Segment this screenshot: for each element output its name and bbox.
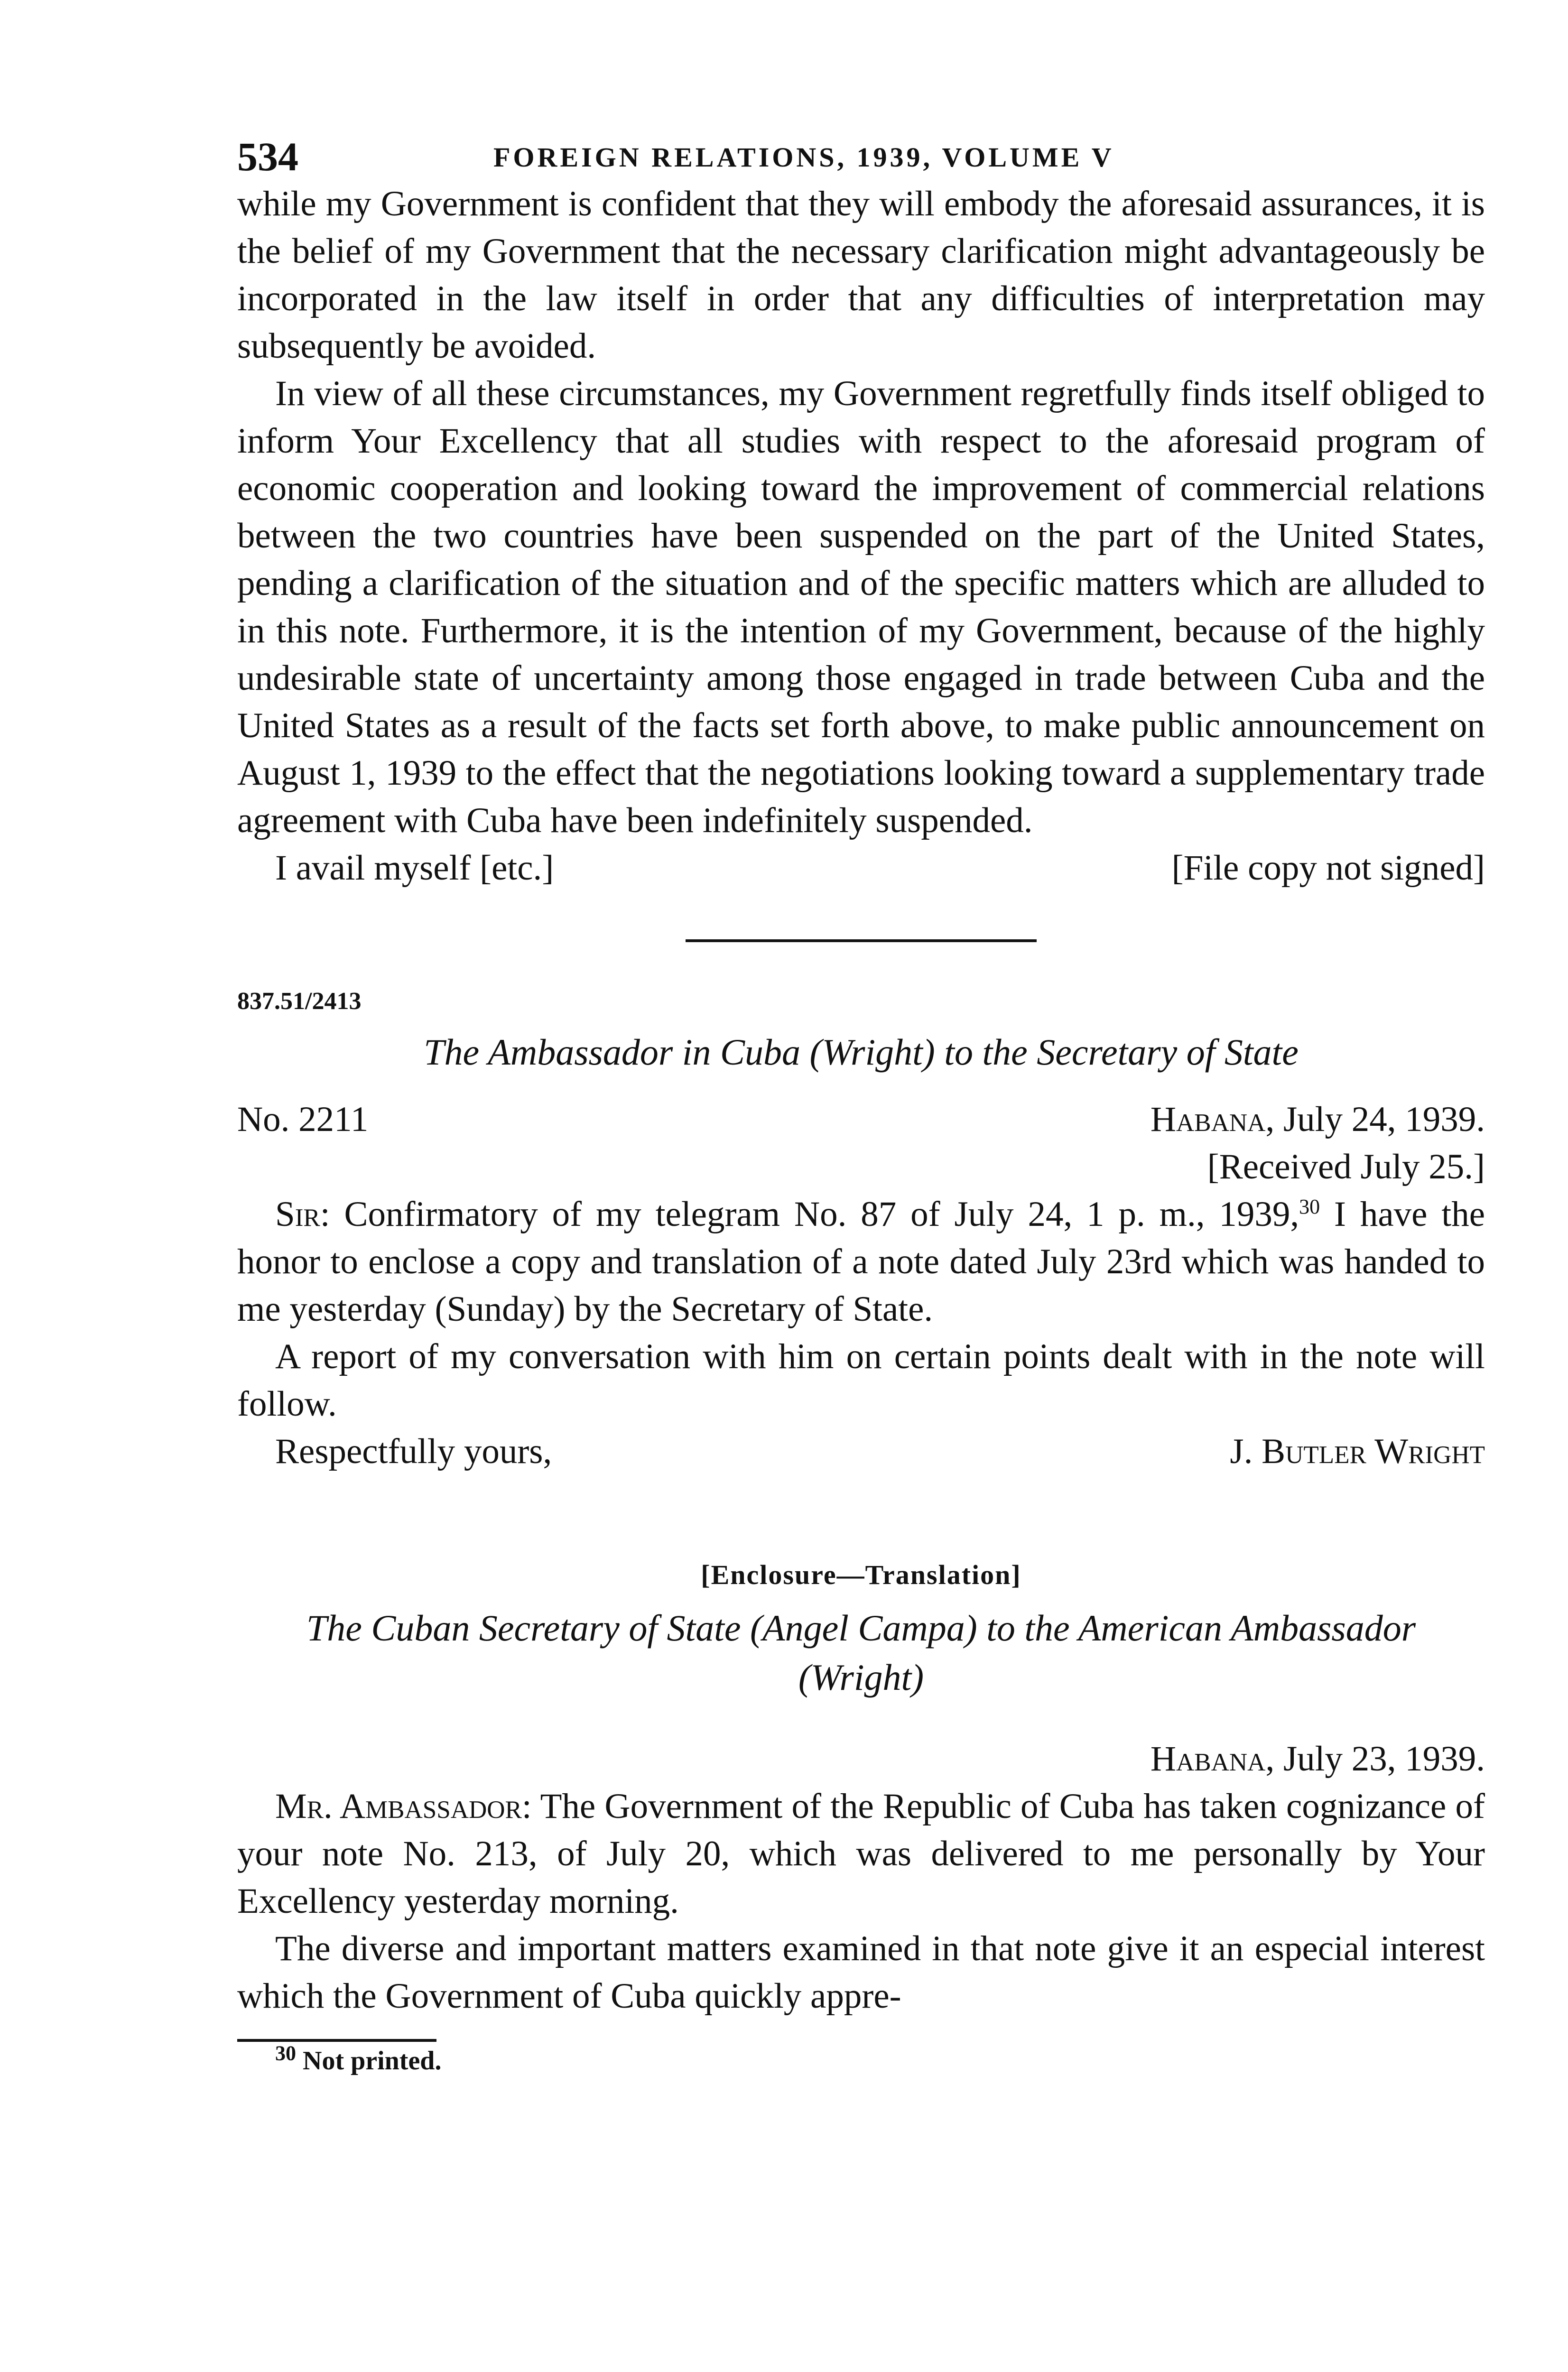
dispatch-date: , July 24, 1939. [1265, 1100, 1485, 1139]
closing-courtesy: I avail myself [etc.] [275, 848, 554, 888]
dispatch-header [237, 1096, 1485, 1143]
enclosure-place: Habana [1150, 1739, 1266, 1779]
enclosure-date: , July 23, 1939. [1265, 1739, 1485, 1779]
running-title: FOREIGN RELATIONS, 1939, VOLUME V [493, 142, 1114, 173]
dispatch-body-1-continued: I have the honor to enclose a copy and translation of a note dated July 23rd which was handed to me yesterday (Sunday) by the Secretary of State. [237, 1195, 1485, 1329]
enclosure-body-1-text: : The Government of the Republic of Cuba has taken cognizance of your note No. 213, of July 20, which was delivered to me personally by Your Excellency yesterday morning. [237, 1787, 1485, 1921]
dispatch-body-1-text: : Confirmatory of my telegram No. 87 of July 24, 1 p. m., 1939, [320, 1195, 1299, 1234]
dispatch-body-2: A report of my conversation with him on certain points dealt with in the note will follow. [237, 1337, 1485, 1424]
enclosure-body-2: The diverse and important matters examined in that note give it an especial interest which the Government of Cuba quickly appre- [237, 1929, 1485, 2016]
file-number: 837.51/2413 [237, 988, 362, 1015]
received-date: [Received July 25.] [1207, 1147, 1485, 1186]
continuation-paragraph-1: while my Government is confident that they will embody the aforesaid assurances, it is the belief of my Government that the necessary clarification might advantageously be incorporated in the law itself in order that any difficulties of interpretation may subsequently be avoided. [237, 184, 1485, 366]
footnote-text: Not printed. [303, 2046, 442, 2076]
dispatch-closing [237, 1428, 1485, 1475]
dispatch-number: No. 2211 [237, 1100, 369, 1139]
dispatch-salutation: Sir [275, 1195, 320, 1234]
running-head [237, 128, 1485, 180]
enclosure-label: [Enclosure—Translation] [701, 1559, 1021, 1590]
dispatch-dateline [1150, 1096, 1485, 1143]
continuation-closing [237, 844, 1485, 892]
continuation-paragraph-2: In view of all these circumstances, my Government regretfully finds itself obliged to inform Your Excellency that all studies with respect to the aforesaid program of economic cooperation and looking toward the improvement of commercial relations between the two countries have been suspended on the part of the United States, pending a clarification of the situation and of the specific matters which are alluded to in this note. Furthermore, it is the intention of my Government, because of the highly undesirable state of uncertainty among those engaged in trade between Cuba and the United States as a result of the facts set forth above, to make public announcement on August 1, 1939 to the effect that the negotiations looking toward a supplementary trade agreement with Cuba have been indefinitely suspended. [237, 374, 1485, 840]
dispatch-body-1 [237, 1191, 1485, 1333]
enclosure-salutation: Mr. Ambassador [275, 1787, 522, 1826]
dispatch-signature: J. Butler Wright [1230, 1432, 1485, 1471]
document-page [237, 128, 1485, 2080]
dispatch-place: Habana [1150, 1100, 1266, 1139]
section-divider [686, 939, 1037, 942]
enclosure-title: The Cuban Secretary of State (Angel Campa) to the American Ambassador (Wright) [306, 1607, 1416, 1698]
page-number: 534 [237, 134, 298, 179]
footnote-marker: 30 [275, 2041, 296, 2065]
file-copy-note: [File copy not signed] [1171, 848, 1485, 888]
document-title: The Ambassador in Cuba (Wright) to the Secretary of State [424, 1031, 1299, 1073]
enclosure-body-1 [237, 1783, 1485, 1925]
footnote [237, 2042, 1485, 2080]
dispatch-closing-text: Respectfully yours, [275, 1432, 552, 1471]
enclosure-dateline [237, 1735, 1485, 1783]
footnote-reference: 30 [1299, 1195, 1320, 1218]
